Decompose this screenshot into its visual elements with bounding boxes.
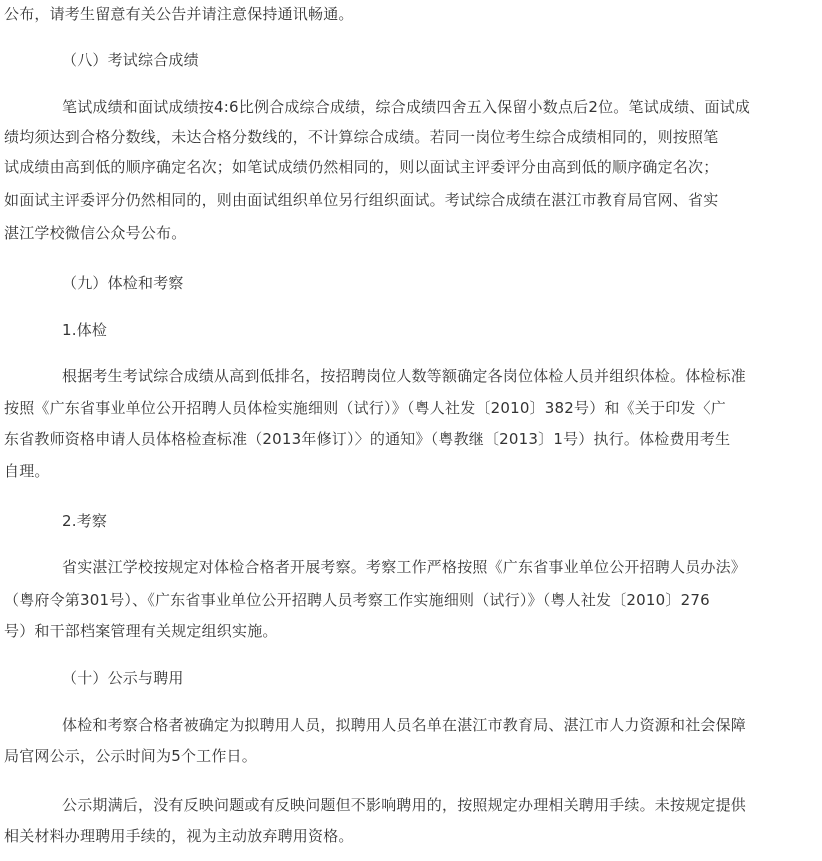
text-line: 自理。	[4, 462, 50, 480]
text-line: 东省教师资格申请人员体格检查标准（2013年修订）〉的通知》（粤教继〔2013〕1号）执行。体检费用考生	[4, 430, 731, 448]
text-line: 试成绩由高到低的顺序确定名次；如笔试成绩仍然相同的，则以面试主评委评分由高到低的顺序确定名次；	[4, 158, 719, 176]
text-line: 省实湛江学校按规定对体检合格者开展考察。考察工作严格按照《广东省事业单位公开招聘人员办法》	[62, 558, 747, 576]
text-line: 根据考生考试综合成绩从高到低排名，按招聘岗位人数等额确定各岗位体检人员并组织体检。体检标准	[62, 367, 747, 385]
text-line: 局官网公示，公示时间为5个工作日。	[4, 747, 257, 765]
subsection-heading-inspection: 2.考察	[62, 512, 108, 530]
section-heading-9: （九）体检和考察	[62, 274, 184, 292]
text-line: 相关材料办理聘用手续的，视为主动放弃聘用资格。	[4, 827, 354, 845]
text-line: 公布，请考生留意有关公告并请注意保持通讯畅通。	[4, 5, 354, 23]
text-line: 公示期满后，没有反映问题或有反映问题但不影响聘用的，按照规定办理相关聘用手续。未按规定提供	[62, 796, 747, 814]
text-line: 湛江学校微信公众号公布。	[4, 224, 187, 242]
text-line: 体检和考察合格者被确定为拟聘用人员，拟聘用人员名单在湛江市教育局、湛江市人力资源和社会保障	[62, 716, 747, 734]
section-heading-8: （八）考试综合成绩	[62, 51, 199, 69]
text-line: （粤府令第301号）、《广东省事业单位公开招聘人员考察工作实施细则（试行）》（粤人社发〔2010〕276	[4, 591, 710, 609]
text-line: 笔试成绩和面试成绩按4:6比例合成综合成绩，综合成绩四舍五入保留小数点后2位。笔试成绩、面试成	[62, 98, 751, 116]
section-heading-10: （十）公示与聘用	[62, 669, 184, 687]
text-line: 按照《广东省事业单位公开招聘人员体检实施细则（试行）》（粤人社发〔2010〕382号）和《关于印发〈广	[4, 399, 727, 417]
text-line: 号）和干部档案管理有关规定组织实施。	[4, 622, 278, 640]
text-line: 绩均须达到合格分数线，未达合格分数线的，不计算综合成绩。若同一岗位考生综合成绩相同的，则按照笔	[4, 128, 719, 146]
subsection-heading-physical-exam: 1.体检	[62, 321, 108, 339]
text-line: 如面试主评委评分仍然相同的，则由面试组织单位另行组织面试。考试综合成绩在湛江市教育局官网、省实	[4, 191, 719, 209]
